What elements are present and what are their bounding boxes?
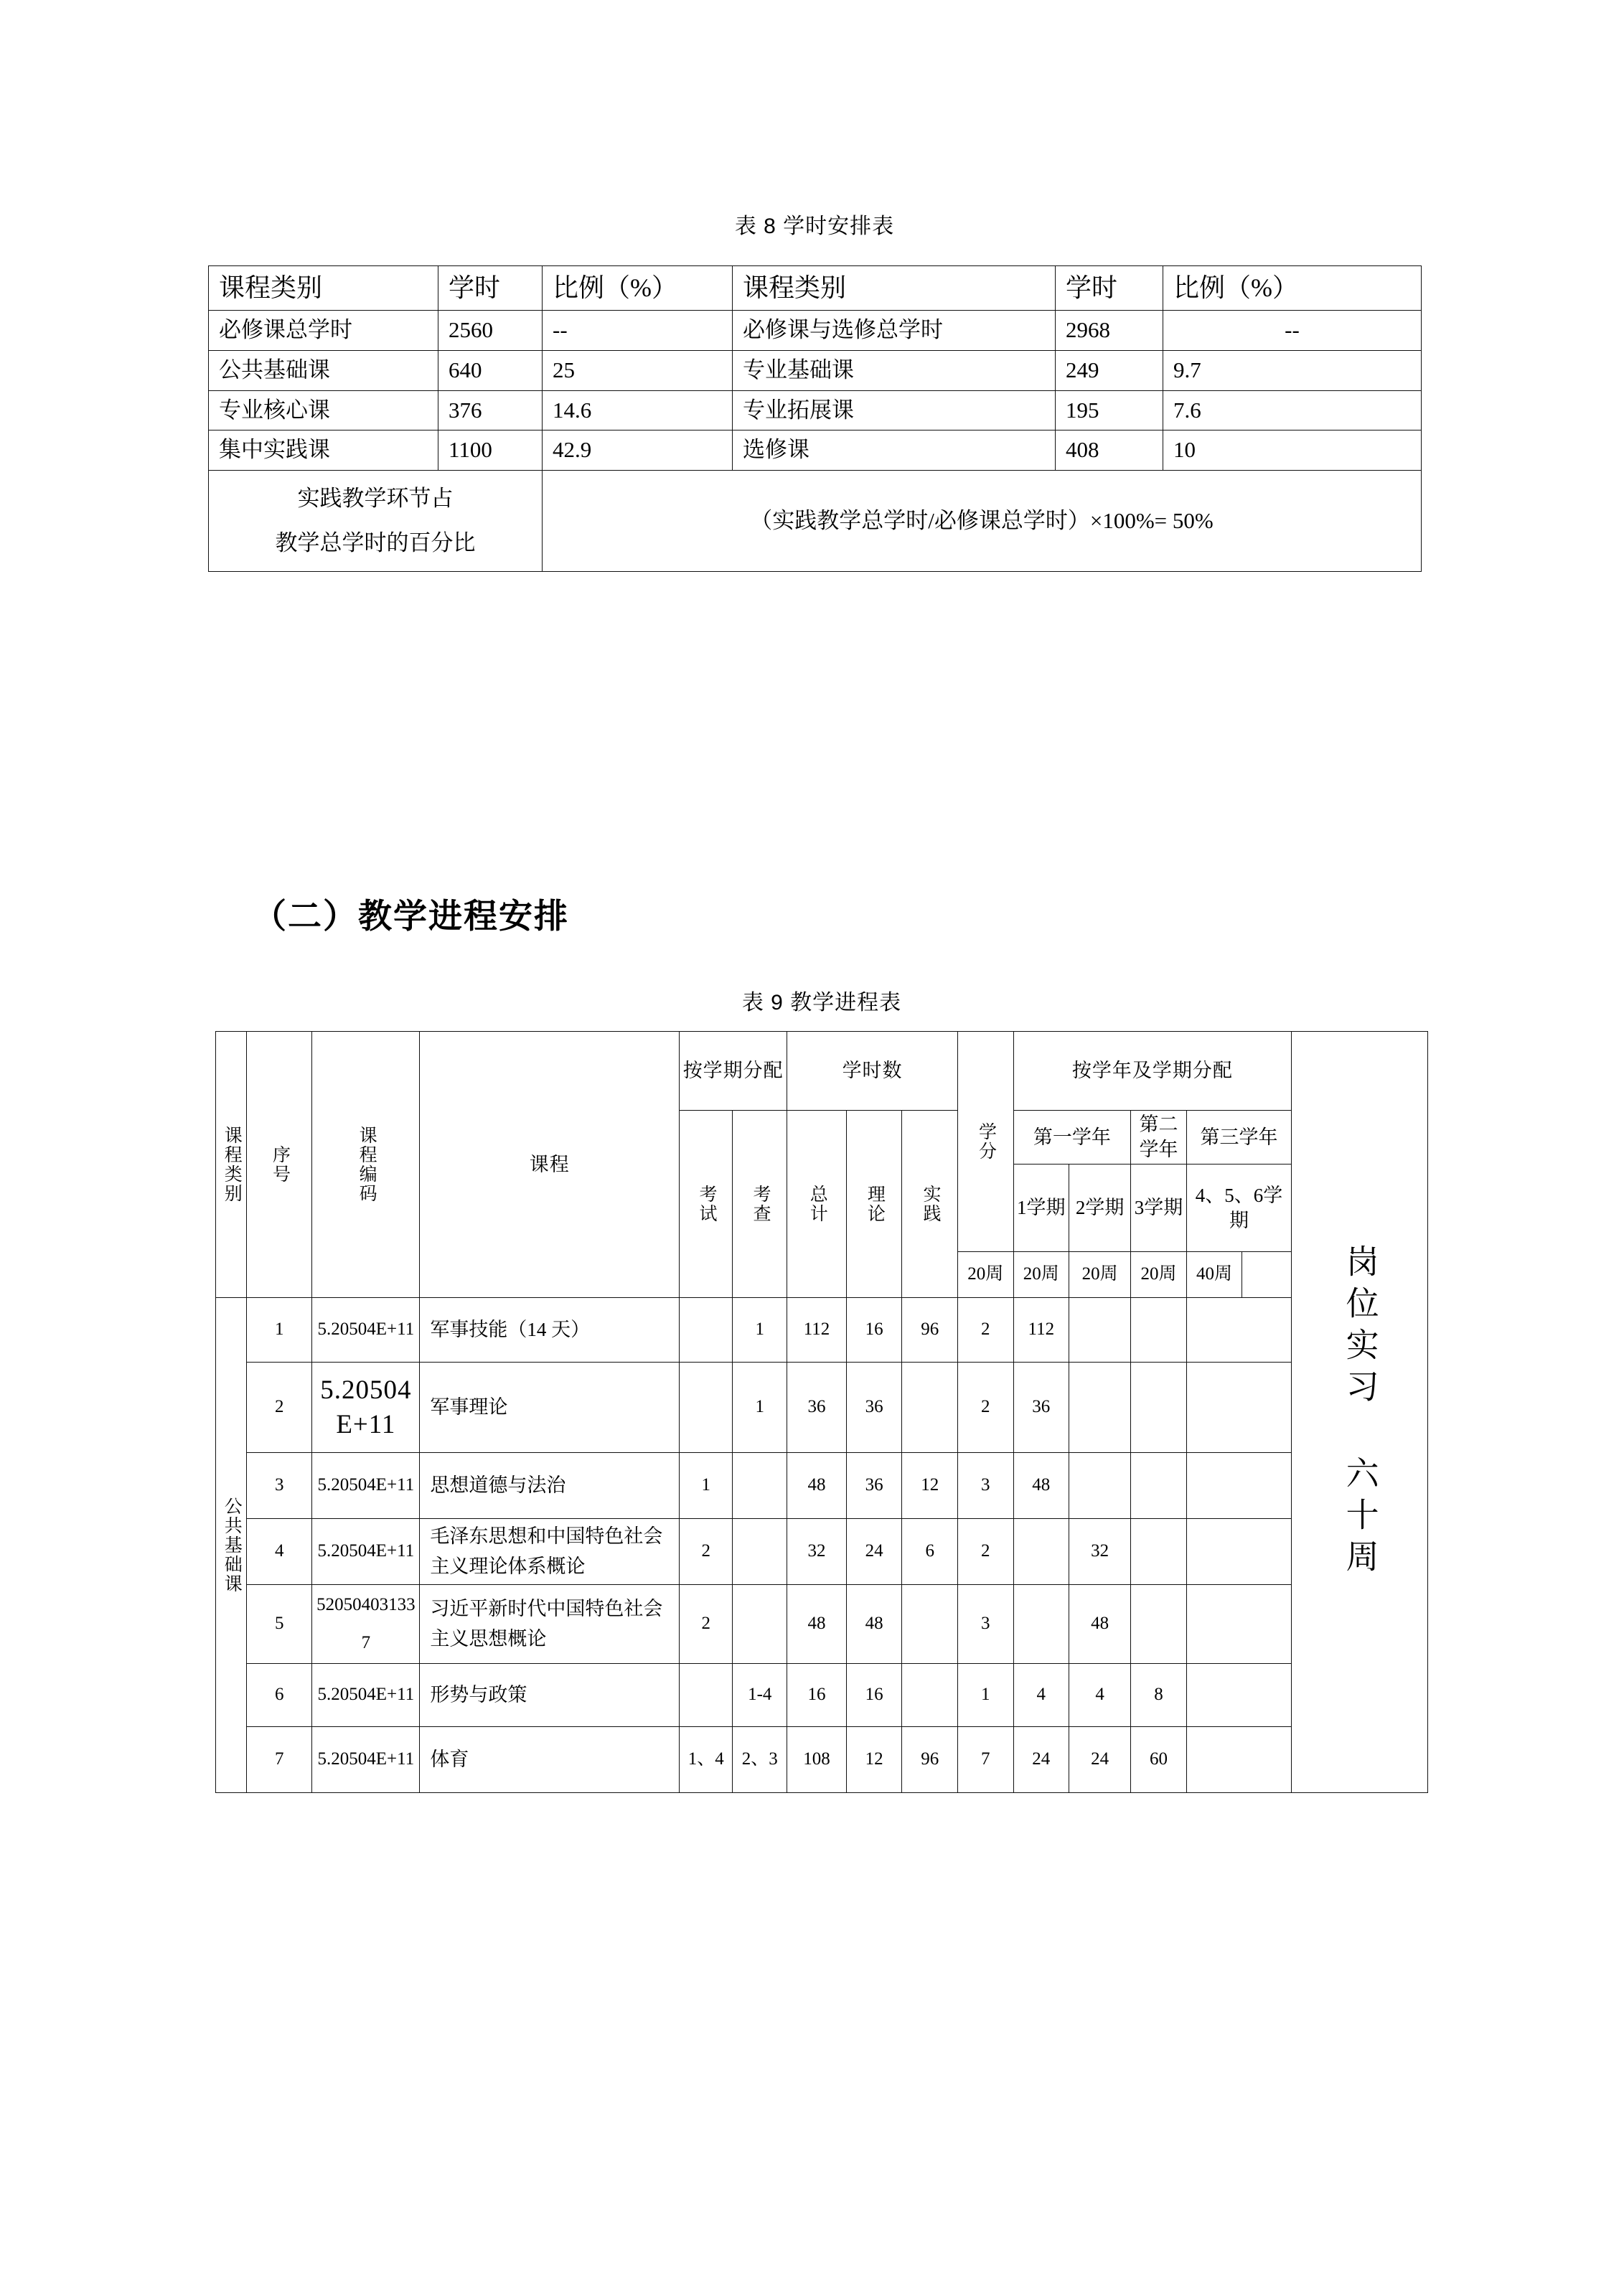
table-row	[216, 1664, 1428, 1727]
t8-r1-c5: 9.7	[1163, 350, 1422, 390]
t9-r3-t456	[1186, 1519, 1292, 1585]
t9-sub-check-label: 考查	[750, 1185, 770, 1224]
t9-r2-t2	[1069, 1453, 1131, 1519]
t9-r1-total: 36	[787, 1363, 847, 1453]
t9-r5-total: 16	[787, 1664, 847, 1727]
t9-r5-exam	[680, 1664, 733, 1727]
t9-category-cell	[216, 1298, 247, 1793]
t9-r5-t456	[1186, 1664, 1292, 1727]
t9-r6-index: 7	[247, 1727, 312, 1793]
table-row	[216, 1727, 1428, 1793]
t8-r1-c0: 公共基础课	[209, 350, 438, 390]
t9-r2-total: 48	[787, 1453, 847, 1519]
t9-r0-course: 军事技能（14 天）	[420, 1298, 680, 1363]
t8-header-pct-left: 比例（%）	[543, 266, 733, 311]
t8-r3-c3: 选修课	[733, 430, 1056, 471]
t9-r5-check: 1-4	[733, 1664, 787, 1727]
table-footer-row	[209, 471, 1422, 572]
t9-r2-t456	[1186, 1453, 1292, 1519]
t9-r5-practice	[902, 1664, 958, 1727]
t9-r4-credits: 3	[957, 1585, 1013, 1664]
t9-weeks-3: 20周	[1131, 1252, 1187, 1298]
t8-r2-c0: 专业核心课	[209, 390, 438, 430]
t9-sub-total-label: 总计	[807, 1185, 827, 1224]
t8-r3-c5: 10	[1163, 430, 1422, 471]
t9-r2-course: 思想道德与法治	[420, 1453, 680, 1519]
t8-r1-c4: 249	[1056, 350, 1163, 390]
table-row	[209, 430, 1422, 471]
t9-col-index	[247, 1032, 312, 1298]
t9-col-course: 课程	[420, 1032, 680, 1298]
t9-term-456: 4、5、6学期	[1186, 1165, 1292, 1252]
practice-pct-label-line2: 教学总学时的百分比	[275, 530, 476, 555]
t9-category-label: 公共基础课	[222, 1497, 242, 1594]
t9-r4-check	[733, 1585, 787, 1664]
t9-year-1: 第一学年	[1013, 1111, 1131, 1165]
t9-r6-check: 2、3	[733, 1727, 787, 1793]
t9-r4-t3	[1131, 1585, 1187, 1664]
t9-r4-t2: 48	[1069, 1585, 1131, 1664]
t9-r5-t3: 8	[1131, 1664, 1187, 1727]
t8-r3-c2: 42.9	[543, 430, 733, 471]
t9-r3-index: 4	[247, 1519, 312, 1585]
t9-r1-code: 5.20504E+11	[312, 1363, 420, 1453]
t9-r4-t1	[1013, 1585, 1069, 1664]
t9-sub-exam-label: 考试	[697, 1185, 717, 1224]
t8-header-cat-left: 课程类别	[209, 266, 438, 311]
t8-header-hours-left: 学时	[438, 266, 543, 311]
t9-r1-t2	[1069, 1363, 1131, 1453]
t9-r6-credits: 7	[957, 1727, 1013, 1793]
t9-sub-theory	[846, 1111, 902, 1298]
table-row	[216, 1585, 1428, 1664]
t9-r2-credits: 3	[957, 1453, 1013, 1519]
t9-term-2: 2学期	[1069, 1165, 1131, 1252]
t9-r1-theory: 36	[846, 1363, 902, 1453]
t9-r2-check	[733, 1453, 787, 1519]
t9-col-credits	[957, 1032, 1013, 1252]
t8-r0-c4: 2968	[1056, 311, 1163, 351]
table-row	[216, 1298, 1428, 1363]
t9-r3-course: 毛泽东思想和中国特色社会主义理论体系概论	[420, 1519, 680, 1585]
t9-r0-t3	[1131, 1298, 1187, 1363]
t9-r5-course: 形势与政策	[420, 1664, 680, 1727]
t9-col-category-label: 课程类别	[222, 1126, 242, 1204]
t9-group-year-alloc: 按学年及学期分配	[1013, 1032, 1292, 1111]
teaching-schedule-table	[215, 1031, 1428, 1793]
t9-term-3: 3学期	[1131, 1165, 1187, 1252]
course-hours-table	[208, 265, 1422, 572]
t8-r1-c2: 25	[543, 350, 733, 390]
t9-year-3: 第三学年	[1186, 1111, 1292, 1165]
table9-caption: 表 9 教学进程表	[741, 991, 902, 1015]
t9-r1-index: 2	[247, 1363, 312, 1453]
t9-r0-t456	[1186, 1298, 1292, 1363]
t8-r3-c1: 1100	[438, 430, 543, 471]
t9-r1-practice	[902, 1363, 958, 1453]
t9-r0-practice: 96	[902, 1298, 958, 1363]
t9-r3-check	[733, 1519, 787, 1585]
table8-caption: 表 8 学时安排表	[734, 215, 895, 238]
t8-header-cat-right: 课程类别	[733, 266, 1056, 311]
t9-col-credits-label: 学分	[976, 1122, 996, 1162]
t9-weeks-2: 20周	[1069, 1252, 1131, 1298]
t9-group-term-alloc: 按学期分配	[680, 1032, 787, 1111]
t9-col-code-label: 课程编码	[357, 1126, 377, 1204]
table-row	[209, 311, 1422, 351]
t9-weeks-0: 20周	[957, 1252, 1013, 1298]
t9-r4-practice	[902, 1585, 958, 1664]
t9-r3-total: 32	[787, 1519, 847, 1585]
t9-r6-t456	[1186, 1727, 1292, 1793]
t9-r1-check: 1	[733, 1363, 787, 1453]
t9-r0-check: 1	[733, 1298, 787, 1363]
t9-r5-code: 5.20504E+11	[312, 1664, 420, 1727]
t9-r0-code: 5.20504E+11	[312, 1298, 420, 1363]
t9-r2-practice: 12	[902, 1453, 958, 1519]
t9-r5-theory: 16	[846, 1664, 902, 1727]
t9-r1-course: 军事理论	[420, 1363, 680, 1453]
practice-pct-label	[209, 471, 543, 572]
t9-col-code	[312, 1032, 420, 1298]
table-row	[209, 350, 1422, 390]
table-header-row	[209, 266, 1422, 311]
t9-weeks-1: 20周	[1013, 1252, 1069, 1298]
t8-r1-c3: 专业基础课	[733, 350, 1056, 390]
t9-r6-code: 5.20504E+11	[312, 1727, 420, 1793]
t9-sub-check	[733, 1111, 787, 1298]
t9-sub-practice	[902, 1111, 958, 1298]
t8-r0-c0: 必修课总学时	[209, 311, 438, 351]
t9-term-1: 1学期	[1013, 1165, 1069, 1252]
t9-practicum-cell	[1292, 1032, 1428, 1793]
t9-r4-course: 习近平新时代中国特色社会主义思想概论	[420, 1585, 680, 1664]
t9-r3-exam: 2	[680, 1519, 733, 1585]
t9-header-band-1	[216, 1032, 1428, 1111]
t9-r2-t3	[1131, 1453, 1187, 1519]
t9-r4-total: 48	[787, 1585, 847, 1664]
t8-r2-c1: 376	[438, 390, 543, 430]
t9-r0-credits: 2	[957, 1298, 1013, 1363]
t9-weeks-4: 40周	[1186, 1252, 1242, 1298]
t9-r2-t1: 48	[1013, 1453, 1069, 1519]
t9-r6-t2: 24	[1069, 1727, 1131, 1793]
t9-r2-theory: 36	[846, 1453, 902, 1519]
t9-r5-t2: 4	[1069, 1664, 1131, 1727]
t9-r2-index: 3	[247, 1453, 312, 1519]
t9-r3-theory: 24	[846, 1519, 902, 1585]
t9-r0-index: 1	[247, 1298, 312, 1363]
t8-r2-c4: 195	[1056, 390, 1163, 430]
t9-year-2: 第二学年	[1131, 1111, 1187, 1165]
t9-r6-total: 108	[787, 1727, 847, 1793]
t9-r5-credits: 1	[957, 1664, 1013, 1727]
t8-r0-c2: --	[543, 311, 733, 351]
t9-sub-practice-label: 实践	[920, 1185, 940, 1224]
practice-pct-label-line1: 实践教学环节占	[297, 486, 454, 511]
t9-r1-exam	[680, 1363, 733, 1453]
t8-r2-c3: 专业拓展课	[733, 390, 1056, 430]
t9-r6-practice: 96	[902, 1727, 958, 1793]
t9-col-index-label: 序号	[270, 1145, 290, 1185]
t9-sub-exam	[680, 1111, 733, 1298]
t9-r6-t3: 60	[1131, 1727, 1187, 1793]
t8-r0-c1: 2560	[438, 311, 543, 351]
t9-r3-code: 5.20504E+11	[312, 1519, 420, 1585]
t8-r0-c5: --	[1163, 311, 1422, 351]
t9-sub-theory-label: 理论	[865, 1185, 885, 1224]
t9-r0-exam	[680, 1298, 733, 1363]
t9-practicum-label: 岗位实习 六十周	[1341, 1243, 1379, 1581]
table-row	[209, 390, 1422, 430]
t9-r6-theory: 12	[846, 1727, 902, 1793]
t9-r6-course: 体育	[420, 1727, 680, 1793]
t9-r1-t456	[1186, 1363, 1292, 1453]
t9-r1-t1: 36	[1013, 1363, 1069, 1453]
t9-r3-t1	[1013, 1519, 1069, 1585]
t9-r3-t2: 32	[1069, 1519, 1131, 1585]
t8-r1-c1: 640	[438, 350, 543, 390]
t9-sub-total	[787, 1111, 847, 1298]
t9-r4-code: 520504031337	[312, 1585, 420, 1664]
t9-r0-t1: 112	[1013, 1298, 1069, 1363]
t9-r6-t1: 24	[1013, 1727, 1069, 1793]
t9-r4-t456	[1186, 1585, 1292, 1664]
t9-r1-t3	[1131, 1363, 1187, 1453]
t9-r2-code: 5.20504E+11	[312, 1453, 420, 1519]
t9-r5-index: 6	[247, 1664, 312, 1727]
t9-r0-t2	[1069, 1298, 1131, 1363]
t9-r3-practice: 6	[902, 1519, 958, 1585]
t9-r3-credits: 2	[957, 1519, 1013, 1585]
t9-r6-exam: 1、4	[680, 1727, 733, 1793]
t8-r0-c3: 必修课与选修总学时	[733, 311, 1056, 351]
t9-r3-t3	[1131, 1519, 1187, 1585]
t9-r0-total: 112	[787, 1298, 847, 1363]
t9-r4-exam: 2	[680, 1585, 733, 1664]
t8-header-pct-right: 比例（%）	[1163, 266, 1422, 311]
t9-group-hours: 学时数	[787, 1032, 958, 1111]
t8-r3-c4: 408	[1056, 430, 1163, 471]
t8-header-hours-right: 学时	[1056, 266, 1163, 311]
t8-r2-c5: 7.6	[1163, 390, 1422, 430]
practice-pct-formula: （实践教学总学时/必修课总学时）×100%= 50%	[543, 471, 1422, 572]
t9-r1-credits: 2	[957, 1363, 1013, 1453]
t9-r2-exam: 1	[680, 1453, 733, 1519]
t8-r2-c2: 14.6	[543, 390, 733, 430]
table-row	[216, 1453, 1428, 1519]
t9-r0-theory: 16	[846, 1298, 902, 1363]
t8-r3-c0: 集中实践课	[209, 430, 438, 471]
t9-r5-t1: 4	[1013, 1664, 1069, 1727]
table-row	[216, 1363, 1428, 1453]
table-row	[216, 1519, 1428, 1585]
section-heading: （二）教学进程安排	[253, 897, 569, 935]
t9-col-category	[216, 1032, 247, 1298]
t9-r4-theory: 48	[846, 1585, 902, 1664]
t9-r4-index: 5	[247, 1585, 312, 1664]
